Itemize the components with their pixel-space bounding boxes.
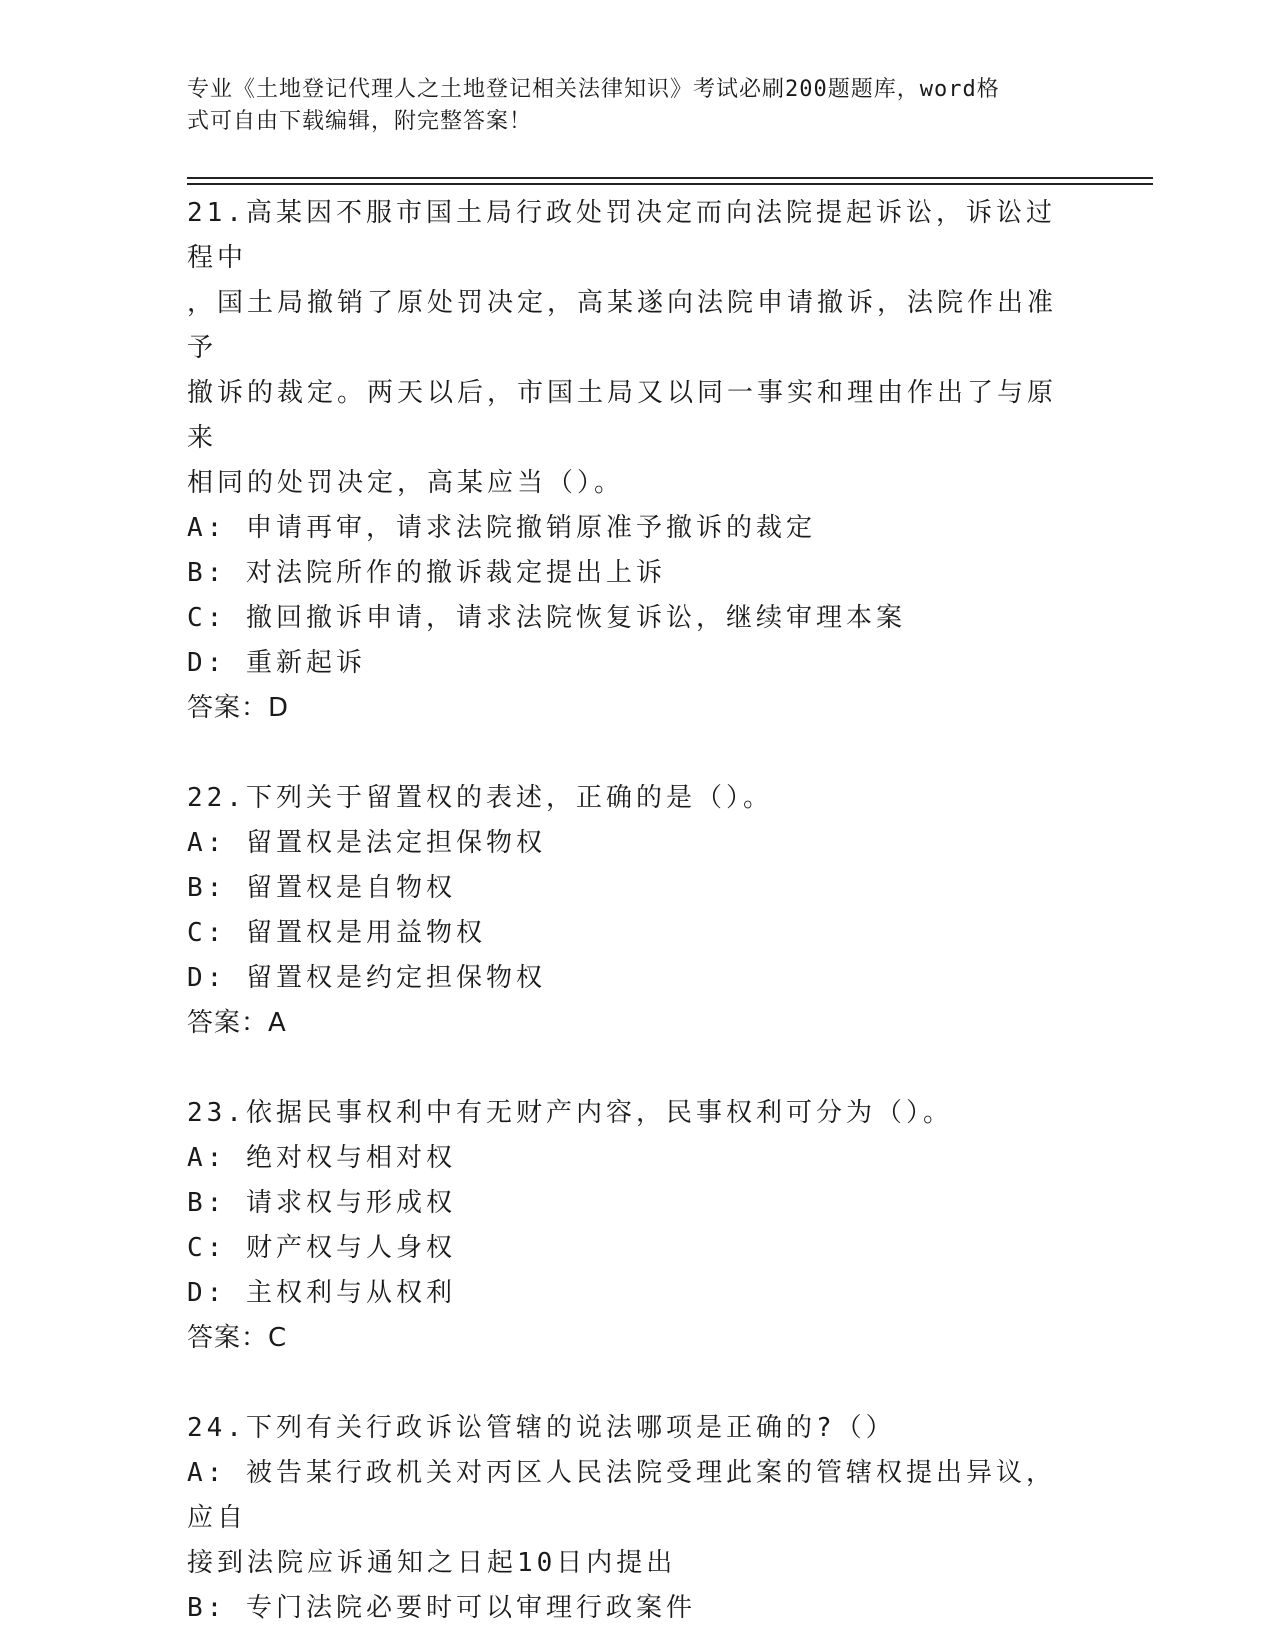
header-line-1: 专业《土地登记代理人之土地登记相关法律知识》考试必刷200题题库，word格: [187, 77, 1000, 102]
header-line-2: 式可自由下载编辑，附完整答案！: [187, 109, 533, 134]
question-stem-line: 24.下列有关行政诉讼管辖的说法哪项是正确的?（）: [187, 1413, 896, 1443]
question-stem-line: 21.高某因不服市国土局行政处罚决定而向法院提起诉讼，诉讼过程中: [187, 198, 1056, 273]
question-22: [187, 776, 1067, 1046]
option-d: D: 重新起诉: [187, 648, 366, 678]
answer-line: 答案：C: [187, 1323, 288, 1353]
option-d: D: 主权利与从权利: [187, 1278, 456, 1308]
question-list: [187, 191, 1067, 1631]
option-c: C: 留置权是用益物权: [187, 918, 486, 948]
option-b: B: 对法院所作的撤诉裁定提出上诉: [187, 558, 666, 588]
answer-line: 答案：D: [187, 693, 290, 723]
header-divider-bottom: [187, 183, 1153, 185]
question-stem-line: 撤诉的裁定。两天以后，市国土局又以同一事实和理由作出了与原来: [187, 378, 1058, 453]
document-header: [187, 74, 1067, 138]
question-stem-line: ，国土局撤销了原处罚决定，高某遂向法院申请撤诉，法院作出准予: [187, 288, 1058, 363]
question-21: [187, 191, 1067, 731]
option-a: A: 留置权是法定担保物权: [187, 828, 546, 858]
question-stem-line: 22.下列关于留置权的表述，正确的是（）。: [187, 783, 773, 813]
option-d: D: 留置权是约定担保物权: [187, 963, 546, 993]
option-a: A: 绝对权与相对权: [187, 1143, 456, 1173]
option-c: C: 撤回撤诉申请，请求法院恢复诉讼，继续审理本案: [187, 603, 906, 633]
option-b: B: 留置权是自物权: [187, 873, 456, 903]
option-c: C: 财产权与人身权: [187, 1233, 456, 1263]
header-divider-top: [187, 177, 1153, 179]
answer-line: 答案：A: [187, 1008, 287, 1038]
question-24: [187, 1406, 1067, 1631]
question-23: [187, 1091, 1067, 1361]
option-b: B: 请求权与形成权: [187, 1188, 456, 1218]
option-b: B: 专门法院必要时可以审理行政案件: [187, 1593, 696, 1623]
option-a: A: 申请再审，请求法院撤销原准予撤诉的裁定: [187, 513, 816, 543]
option-a: A: 被告某行政机关对丙区人民法院受理此案的管辖权提出异议，应自: [187, 1458, 1056, 1533]
question-stem-line: 23.依据民事权利中有无财产内容，民事权利可分为（）。: [187, 1098, 953, 1128]
option-a-continued: 接到法院应诉通知之日起10日内提出: [187, 1548, 677, 1578]
question-stem-line: 相同的处罚决定，高某应当（）。: [187, 468, 625, 498]
